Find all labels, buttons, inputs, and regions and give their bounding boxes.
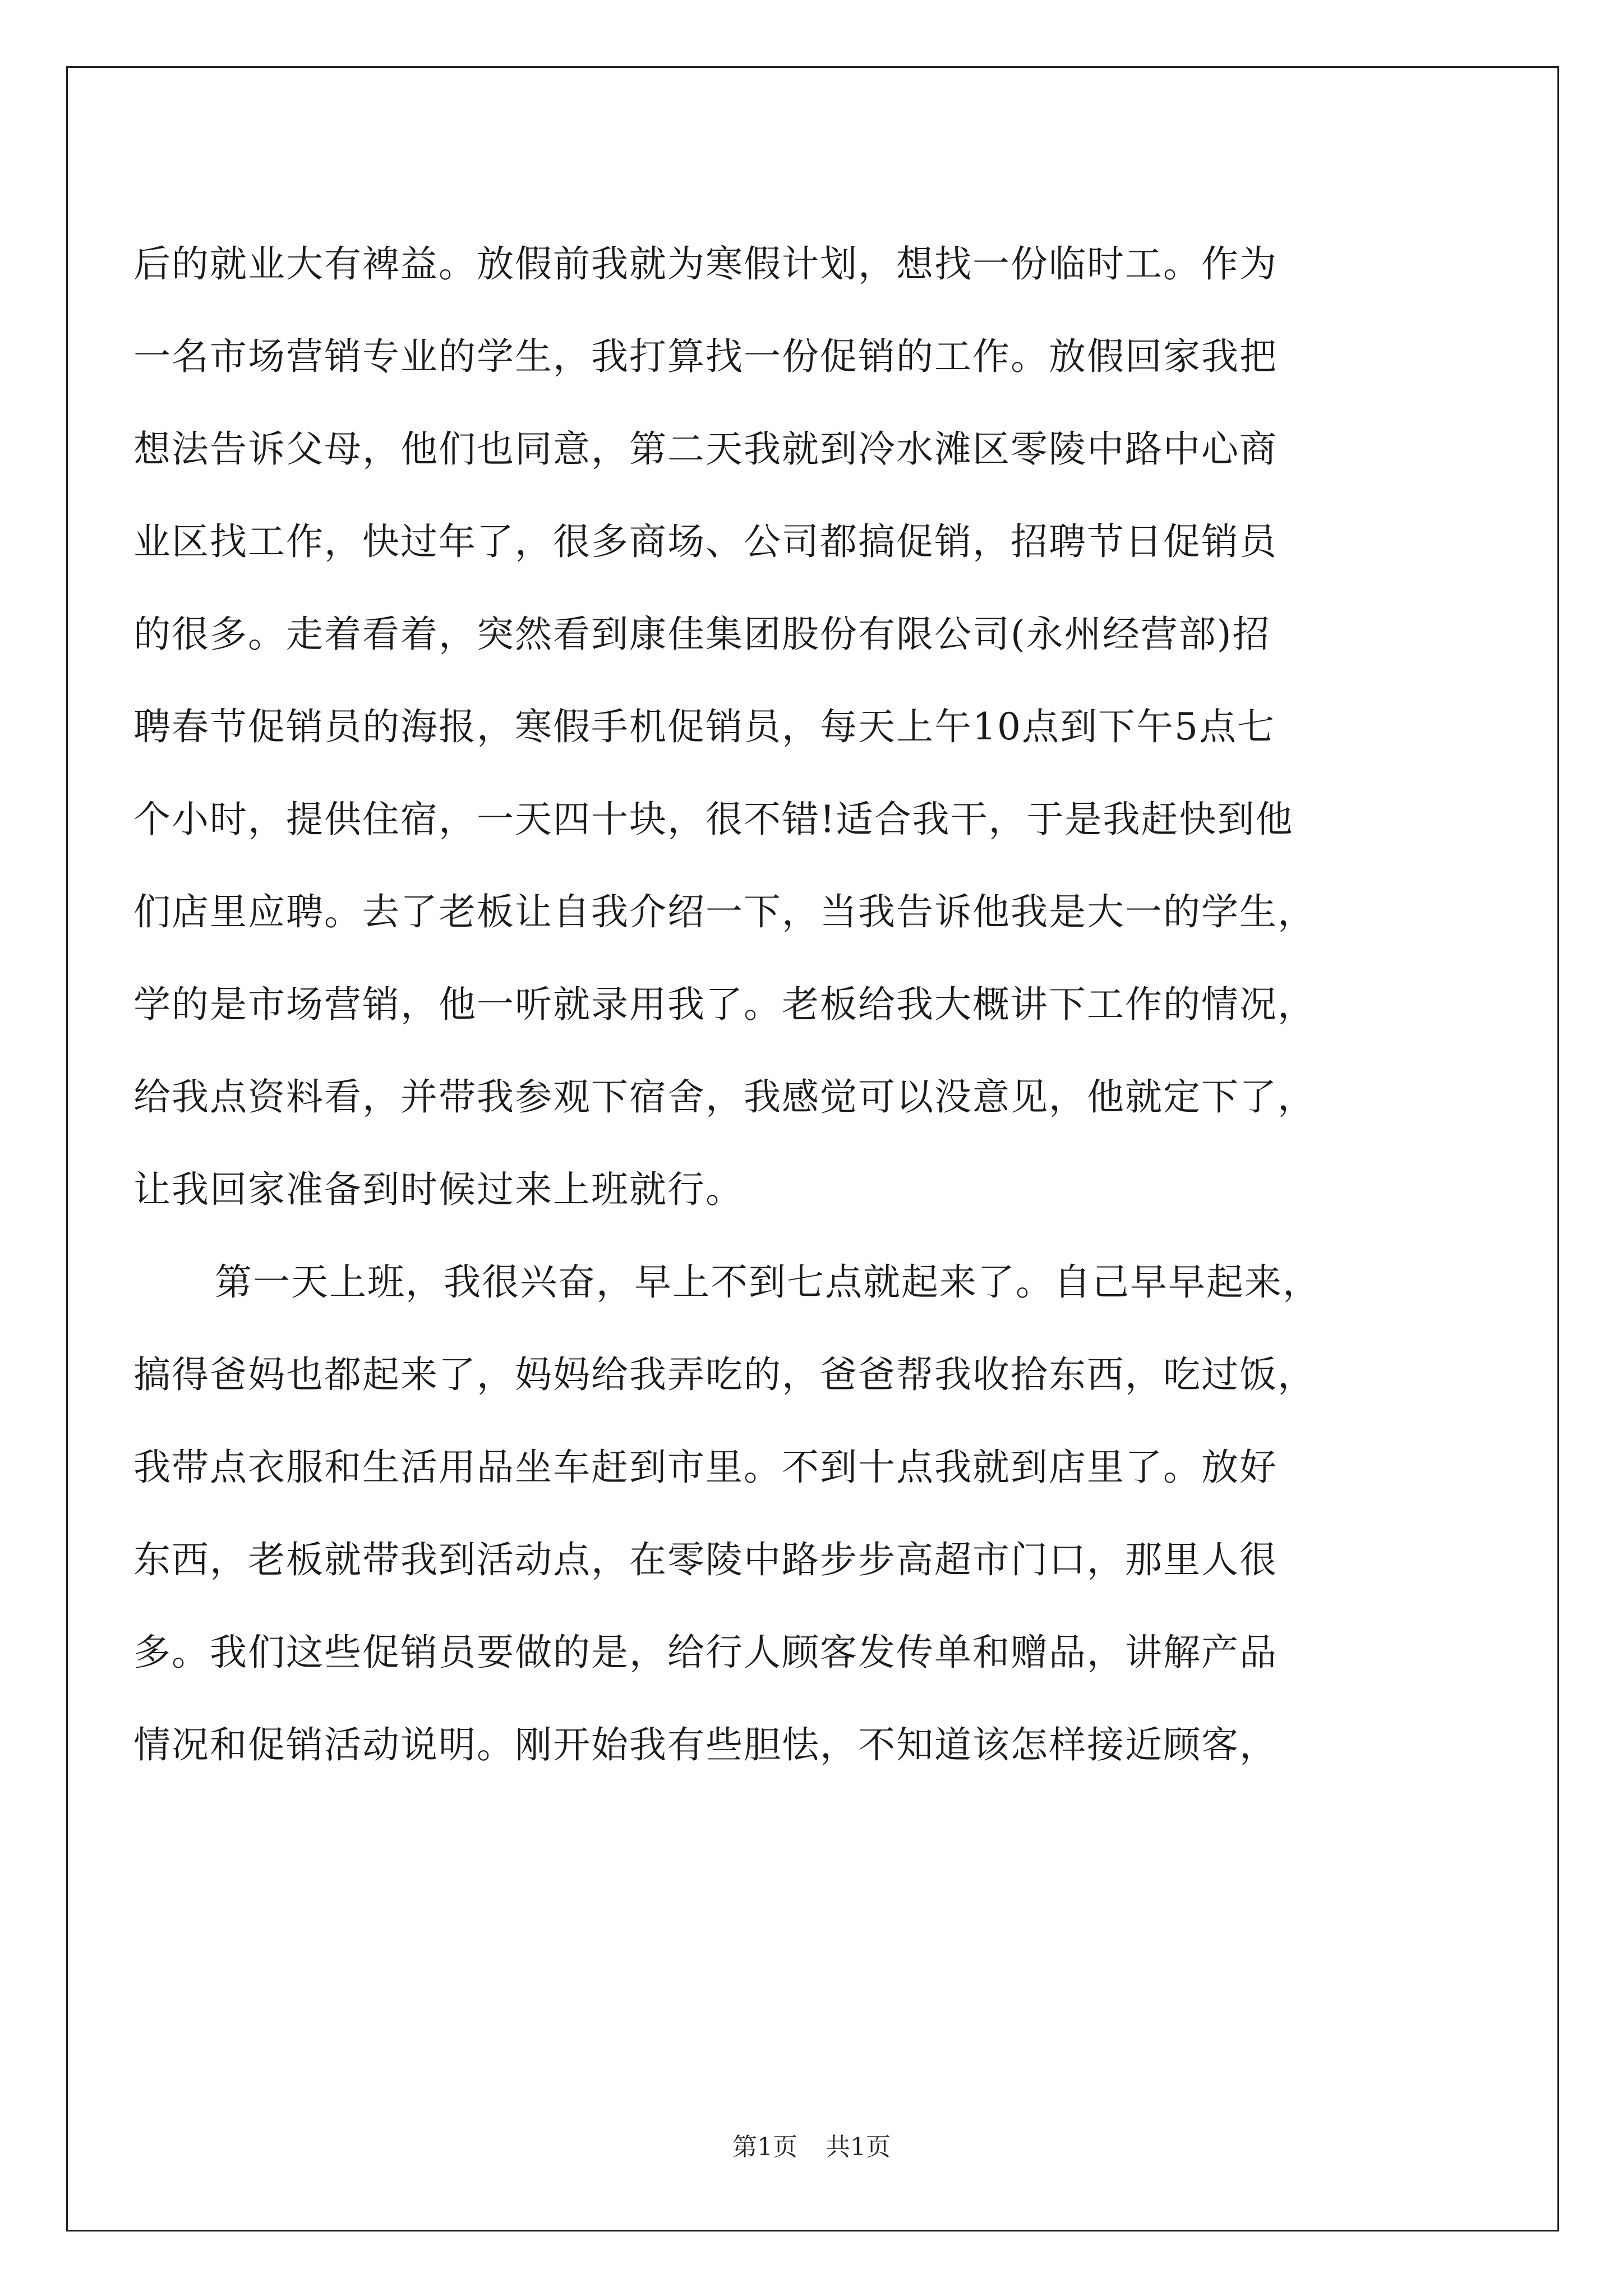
document-body — [133, 218, 1423, 1791]
text-line: 搞得爸妈也都起来了，妈妈给我弄吃的，爸爸帮我收拾东西，吃过饭， — [133, 1353, 1316, 1396]
text-line: 聘春节促销员的海报，寒假手机促销员，每天上午10点到下午5点七 — [133, 705, 1275, 748]
page-number-total: 共1页 — [826, 2133, 891, 2161]
page-footer — [0, 2131, 1623, 2164]
text-line: 东西，老板就带我到活动点，在零陵中路步步高超市门口，那里人很 — [133, 1538, 1278, 1581]
text-line: 后的就业大有裨益。放假前我就为寒假计划，想找一份临时工。作为 — [133, 242, 1278, 286]
text-line: 个小时，提供住宿，一天四十块，很不错!适合我干，于是我赶快到他 — [133, 798, 1294, 841]
paragraph-2 — [133, 1236, 1423, 1791]
text-line: 一名市场营销专业的学生，我打算找一份促销的工作。放假回家我把 — [133, 335, 1278, 378]
page-number-current: 第1页 — [732, 2133, 797, 2161]
text-line: 多。我们这些促销员要做的是，给行人顾客发传单和赠品，讲解产品 — [133, 1631, 1278, 1674]
text-line: 我带点衣服和生活用品坐车赶到市里。不到十点我就到店里了。放好 — [133, 1446, 1278, 1489]
paragraph-1 — [133, 218, 1423, 1236]
text-line: 第一天上班，我很兴奋，早上不到七点就起来了。自己早早起来， — [215, 1260, 1321, 1304]
text-line: 让我回家准备到时候过来上班就行。 — [133, 1168, 744, 1211]
text-line: 学的是市场营销，他一听就录用我了。老板给我大概讲下工作的情况， — [133, 983, 1316, 1026]
text-line: 的很多。走着看着，突然看到康佳集团股份有限公司(永州经营部)招 — [133, 613, 1271, 656]
text-line: 业区找工作，快过年了，很多商场、公司都搞促销，招聘节日促销员 — [133, 520, 1278, 563]
text-line: 给我点资料看，并带我参观下宿舍，我感觉可以没意见，他就定下了， — [133, 1075, 1316, 1119]
text-line: 情况和促销活动说明。刚开始我有些胆怯，不知道该怎样接近顾客， — [133, 1723, 1278, 1766]
text-line: 想法告诉父母，他们也同意，第二天我就到冷水滩区零陵中路中心商 — [133, 427, 1278, 471]
text-line: 们店里应聘。去了老板让自我介绍一下，当我告诉他我是大一的学生， — [133, 890, 1316, 933]
